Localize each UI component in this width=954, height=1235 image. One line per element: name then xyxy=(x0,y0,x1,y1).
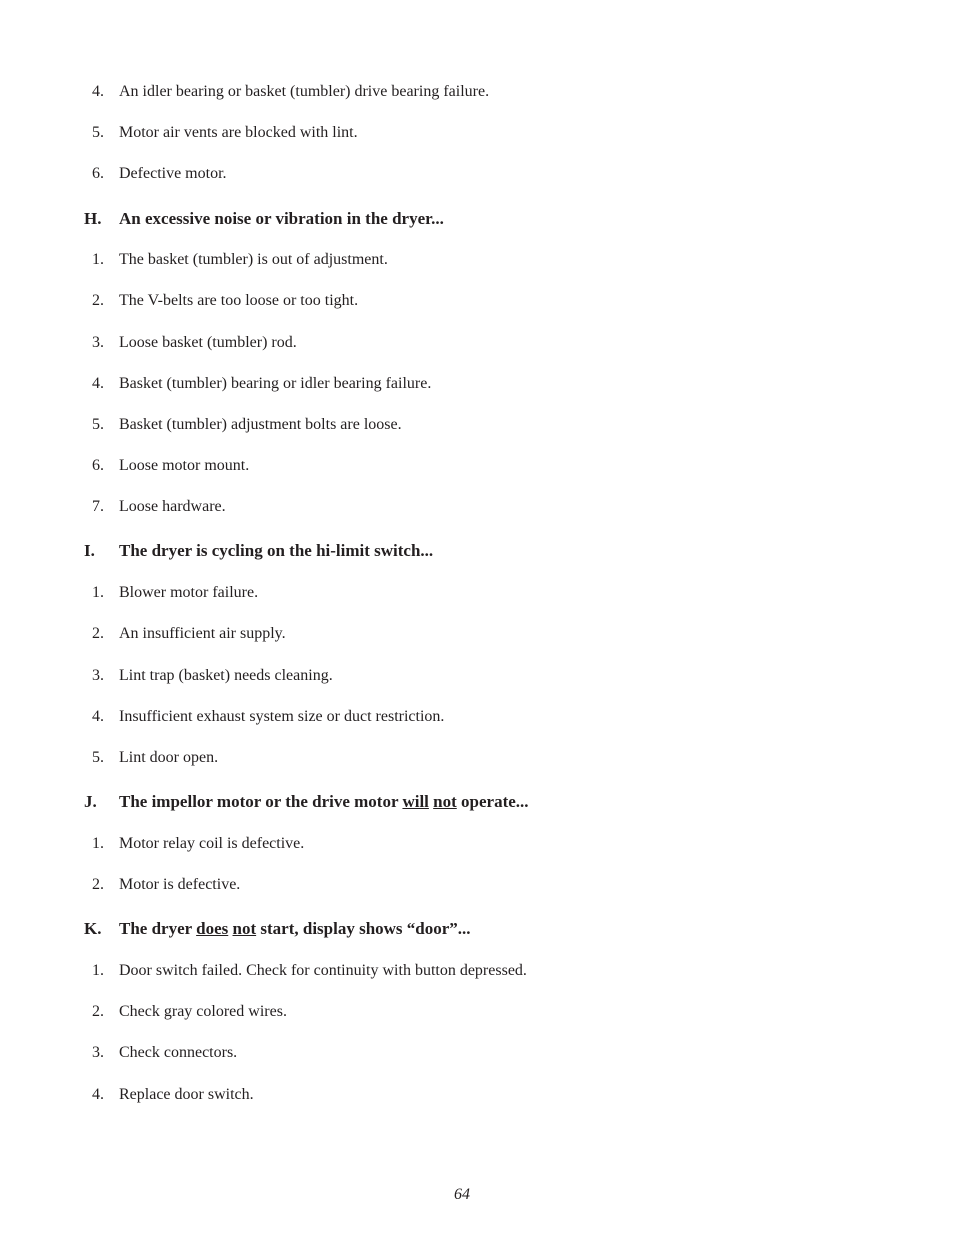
list-item-text: An idler bearing or basket (tumbler) drive bearing failure. xyxy=(119,83,490,100)
list-item-text: Check connectors. xyxy=(119,1044,238,1061)
section-title: An excessive noise or vibration in the dryer... xyxy=(119,209,444,228)
list-item-number: 1. xyxy=(92,962,104,979)
list-item xyxy=(0,582,954,604)
list-item-number: 5. xyxy=(92,416,104,433)
list-item-number: 1. xyxy=(92,584,104,601)
section-heading-i xyxy=(0,540,954,562)
list-item xyxy=(0,122,954,144)
list-item-text: Basket (tumbler) adjustment bolts are loose. xyxy=(119,416,402,433)
list-item-number: 5. xyxy=(92,749,104,766)
list-item-text: Door switch failed. Check for continuity with button depressed. xyxy=(119,962,527,979)
list-item xyxy=(0,1084,954,1106)
section-title-text: start, display shows “door”... xyxy=(256,919,471,938)
list-item-text: Check gray colored wires. xyxy=(119,1003,287,1020)
section-title-text: The dryer xyxy=(119,919,197,938)
list-item-number: 2. xyxy=(92,292,104,309)
list-item xyxy=(0,706,954,728)
list-item xyxy=(0,290,954,312)
section-title xyxy=(119,791,529,813)
list-item xyxy=(0,833,954,855)
section-title xyxy=(119,918,471,940)
list-item-text: An insufficient air supply. xyxy=(119,625,286,642)
list-item-number: 3. xyxy=(92,1044,104,1061)
section-letter: J. xyxy=(84,792,97,811)
section-letter: I. xyxy=(84,541,95,560)
list-item-number: 4. xyxy=(92,83,104,100)
list-item-text: Replace door switch. xyxy=(119,1086,254,1103)
list-item-number: 6. xyxy=(92,457,104,474)
list-item xyxy=(0,496,954,518)
list-item xyxy=(0,623,954,645)
section-letter: H. xyxy=(84,209,102,228)
list-item-number: 4. xyxy=(92,375,104,392)
list-item-text: Loose hardware. xyxy=(119,498,226,515)
list-item-number: 2. xyxy=(92,876,104,893)
list-item-number: 7. xyxy=(92,498,104,515)
list-item-text: Loose basket (tumbler) rod. xyxy=(119,334,297,351)
list-item-text: Motor relay coil is defective. xyxy=(119,835,305,852)
list-item-number: 3. xyxy=(92,334,104,351)
list-item xyxy=(0,81,954,103)
section-letter: K. xyxy=(84,919,102,938)
list-item-number: 4. xyxy=(92,708,104,725)
list-item xyxy=(0,163,954,185)
list-item-text: The V-belts are too loose or too tight. xyxy=(119,292,359,309)
list-item-text: Blower motor failure. xyxy=(119,584,259,601)
list-item xyxy=(0,1001,954,1023)
list-item-text: Lint trap (basket) needs cleaning. xyxy=(119,667,333,684)
list-item-text: Insufficient exhaust system size or duct restriction. xyxy=(119,708,445,725)
section-heading-k xyxy=(0,918,954,940)
list-item xyxy=(0,1042,954,1064)
list-item-number: 1. xyxy=(92,835,104,852)
list-item-text: Defective motor. xyxy=(119,165,227,182)
list-item-text: Basket (tumbler) bearing or idler bearing failure. xyxy=(119,375,432,392)
list-item-text: Motor is defective. xyxy=(119,876,241,893)
page-number: 64 xyxy=(454,1186,470,1203)
underlined-word: not xyxy=(433,792,457,811)
list-item-number: 6. xyxy=(92,165,104,182)
section-title-text: The impellor motor or the drive motor xyxy=(119,792,403,811)
underlined-word: will xyxy=(402,792,429,811)
section-heading-h xyxy=(0,208,954,230)
list-item-text: Motor air vents are blocked with lint. xyxy=(119,124,358,141)
list-item xyxy=(0,455,954,477)
underlined-word: not xyxy=(232,919,257,938)
section-heading-j xyxy=(0,791,954,813)
list-item xyxy=(0,249,954,271)
underlined-word: does xyxy=(196,919,229,938)
list-item xyxy=(0,960,954,982)
section-title-text: operate... xyxy=(456,792,529,811)
list-item xyxy=(0,414,954,436)
list-item-text: Loose motor mount. xyxy=(119,457,250,474)
list-item-text: The basket (tumbler) is out of adjustment. xyxy=(119,251,388,268)
list-item xyxy=(0,373,954,395)
list-item xyxy=(0,874,954,896)
list-item-number: 2. xyxy=(92,625,104,642)
list-item xyxy=(0,332,954,354)
list-item-number: 2. xyxy=(92,1003,104,1020)
list-item-number: 4. xyxy=(92,1086,104,1103)
list-item-number: 1. xyxy=(92,251,104,268)
list-item-text: Lint door open. xyxy=(119,749,219,766)
section-title: The dryer is cycling on the hi-limit switch... xyxy=(119,541,434,560)
list-item xyxy=(0,665,954,687)
list-item-number: 5. xyxy=(92,124,104,141)
list-item xyxy=(0,747,954,769)
list-item-number: 3. xyxy=(92,667,104,684)
